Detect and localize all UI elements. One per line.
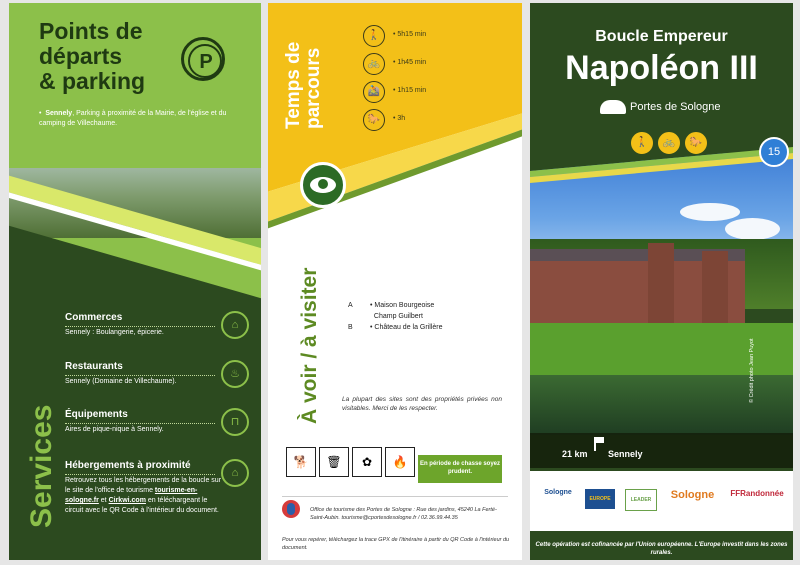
photo-credit: © Crédit photo Jean Puyot [749, 338, 755, 403]
service-text: Sennely : Boulangerie, épicerie. [65, 329, 164, 336]
sologne-logo: Sologne [544, 489, 572, 496]
parking-title-line: & parking [39, 68, 146, 94]
site-name: • Maison Bourgeoise [370, 302, 435, 309]
parking-icon-letter: P [199, 51, 213, 73]
eu-logo: EUROPE [585, 489, 615, 509]
service-equipements [65, 408, 164, 435]
route-title: Napoléon III [565, 49, 758, 87]
leader-logo: LEADER [625, 489, 657, 511]
sites-list [348, 300, 443, 333]
tourism-office-logo [282, 500, 300, 518]
service-title: Équipements [65, 409, 128, 420]
cirkwi-link[interactable]: Cirkwi.com [108, 497, 146, 504]
site-letter: A [348, 302, 353, 309]
bike-icon: 🚲 [363, 53, 385, 75]
site-name: • Château de la Grillère [370, 324, 443, 331]
list-item [348, 300, 443, 311]
house-icon: ⌂ [221, 459, 249, 487]
site-name: Champ Guilbert [373, 313, 423, 320]
shop-icon: ⌂ [221, 311, 249, 339]
duration-value: • 3h [393, 115, 406, 122]
funding-note: Cette opération est cofinancée par l'Union européenne. L'Europe investit dans les zones rurales. [535, 542, 788, 556]
parking-title-line: Points de [39, 18, 143, 44]
tourism-office-contact: Office de tourisme des Portes de Sologne : Rue des jardins, 45240 La Ferté-Saint-Aubin. tourisme@cportesdesologne.fr / 02.36.99.44.35 [310, 507, 497, 521]
cloud-shape [680, 203, 740, 221]
service-title: Hébergements à proximité [65, 460, 191, 471]
eye-icon [300, 162, 346, 208]
service-text: Sennely (Domaine de Villechaume). [65, 378, 177, 385]
travel-time-title-line: parcours [303, 47, 324, 129]
parking-title-line: départs [39, 43, 123, 69]
parking-services-panel [9, 3, 261, 560]
service-restaurants [65, 360, 177, 387]
cover-panel [530, 3, 793, 560]
picnic-table-icon: ⊓ [221, 408, 249, 436]
private-sites-note: La plupart des sites sont des propriétés privées non visitables. Merci de les respecter. [342, 396, 502, 412]
services-title: Services [25, 404, 58, 528]
partner-logos [530, 471, 793, 531]
site-letter: B [348, 324, 353, 331]
duration-value: • 1h15 min [393, 87, 427, 94]
hiker-icon: 🚶 [631, 132, 653, 154]
brand-name: Portes de Sologne [630, 100, 721, 113]
castle-tower [702, 251, 728, 331]
hunting-warning: En période de chasse soyez prudent. [418, 455, 502, 483]
service-text-part: en téléchargeant le circuit avec le QR Code à l'intérieur du document. [65, 497, 219, 514]
hiker-icon: 🚶 [363, 25, 385, 47]
tourism-website-link[interactable]: tourisme-en-sologne.fr [65, 487, 198, 504]
service-text-part: Retrouvez tous les hébergements de la boucle sur le site de l'office de tourisme [65, 477, 222, 494]
dog-leash-icon: 🐕 [286, 447, 316, 477]
bike-icon: 🚲 [658, 132, 680, 154]
travel-time-title-line: Temps de [283, 41, 304, 129]
horse-icon: 🐎 [685, 132, 707, 154]
tree-icon [600, 100, 626, 114]
parking-description-text: , Parking à proximité de la Mairie, de l'église et du camping de Villechaume. [39, 110, 227, 127]
service-text: Aires de pique-nique à Sennely. [65, 426, 164, 433]
parking-icon [181, 37, 225, 81]
visit-title: À voir / à visiter [298, 267, 321, 424]
horse-icon: 🐎 [363, 109, 385, 131]
flag-icon [594, 437, 596, 451]
start-town: Sennely [608, 449, 643, 459]
no-pick-flowers-icon: ✿ [352, 447, 382, 477]
service-text [65, 476, 225, 516]
travel-time-title [284, 19, 344, 129]
divider [65, 423, 215, 424]
brand-logo [600, 100, 740, 114]
cloud-shape [725, 218, 780, 240]
list-item [348, 311, 443, 322]
route-distance: 21 km [562, 449, 588, 459]
duration-value: • 1h45 min [393, 59, 427, 66]
trash-icon: 🗑 [319, 447, 349, 477]
route-number-badge: 15 [759, 137, 789, 167]
service-commerces [65, 311, 164, 338]
parking-town: Sennely [45, 110, 73, 117]
mountain-bike-icon: 🚵 [363, 81, 385, 103]
sologne-brand-logo: Sologne [670, 489, 715, 501]
ffrandonnee-logo: FFRandonnée [730, 489, 784, 498]
gpx-note: Pour vous repérer, téléchargez la trace GPX de l'itinéraire à partir du QR Code à l'intérieur du document. [282, 537, 510, 551]
service-hebergements [65, 459, 225, 516]
no-fire-icon: 🔥 [385, 447, 415, 477]
divider [282, 496, 508, 497]
service-title: Restaurants [65, 361, 123, 372]
parking-title [39, 19, 145, 94]
list-item [348, 322, 443, 333]
service-title: Commerces [65, 312, 123, 323]
divider [65, 474, 215, 475]
parking-description: • Sennely, Parking à proximité de la Mairie, de l'église et du camping de Villechaume. [39, 110, 227, 127]
divider [65, 326, 215, 327]
service-text-part: et [98, 497, 109, 504]
route-info-panel [268, 3, 522, 560]
castle-tower [648, 243, 674, 323]
chef-hat-icon: ♨ [221, 360, 249, 388]
route-subtitle: Boucle Empereur [595, 28, 728, 45]
divider [65, 375, 215, 376]
duration-value: • 5h15 min [393, 31, 427, 38]
